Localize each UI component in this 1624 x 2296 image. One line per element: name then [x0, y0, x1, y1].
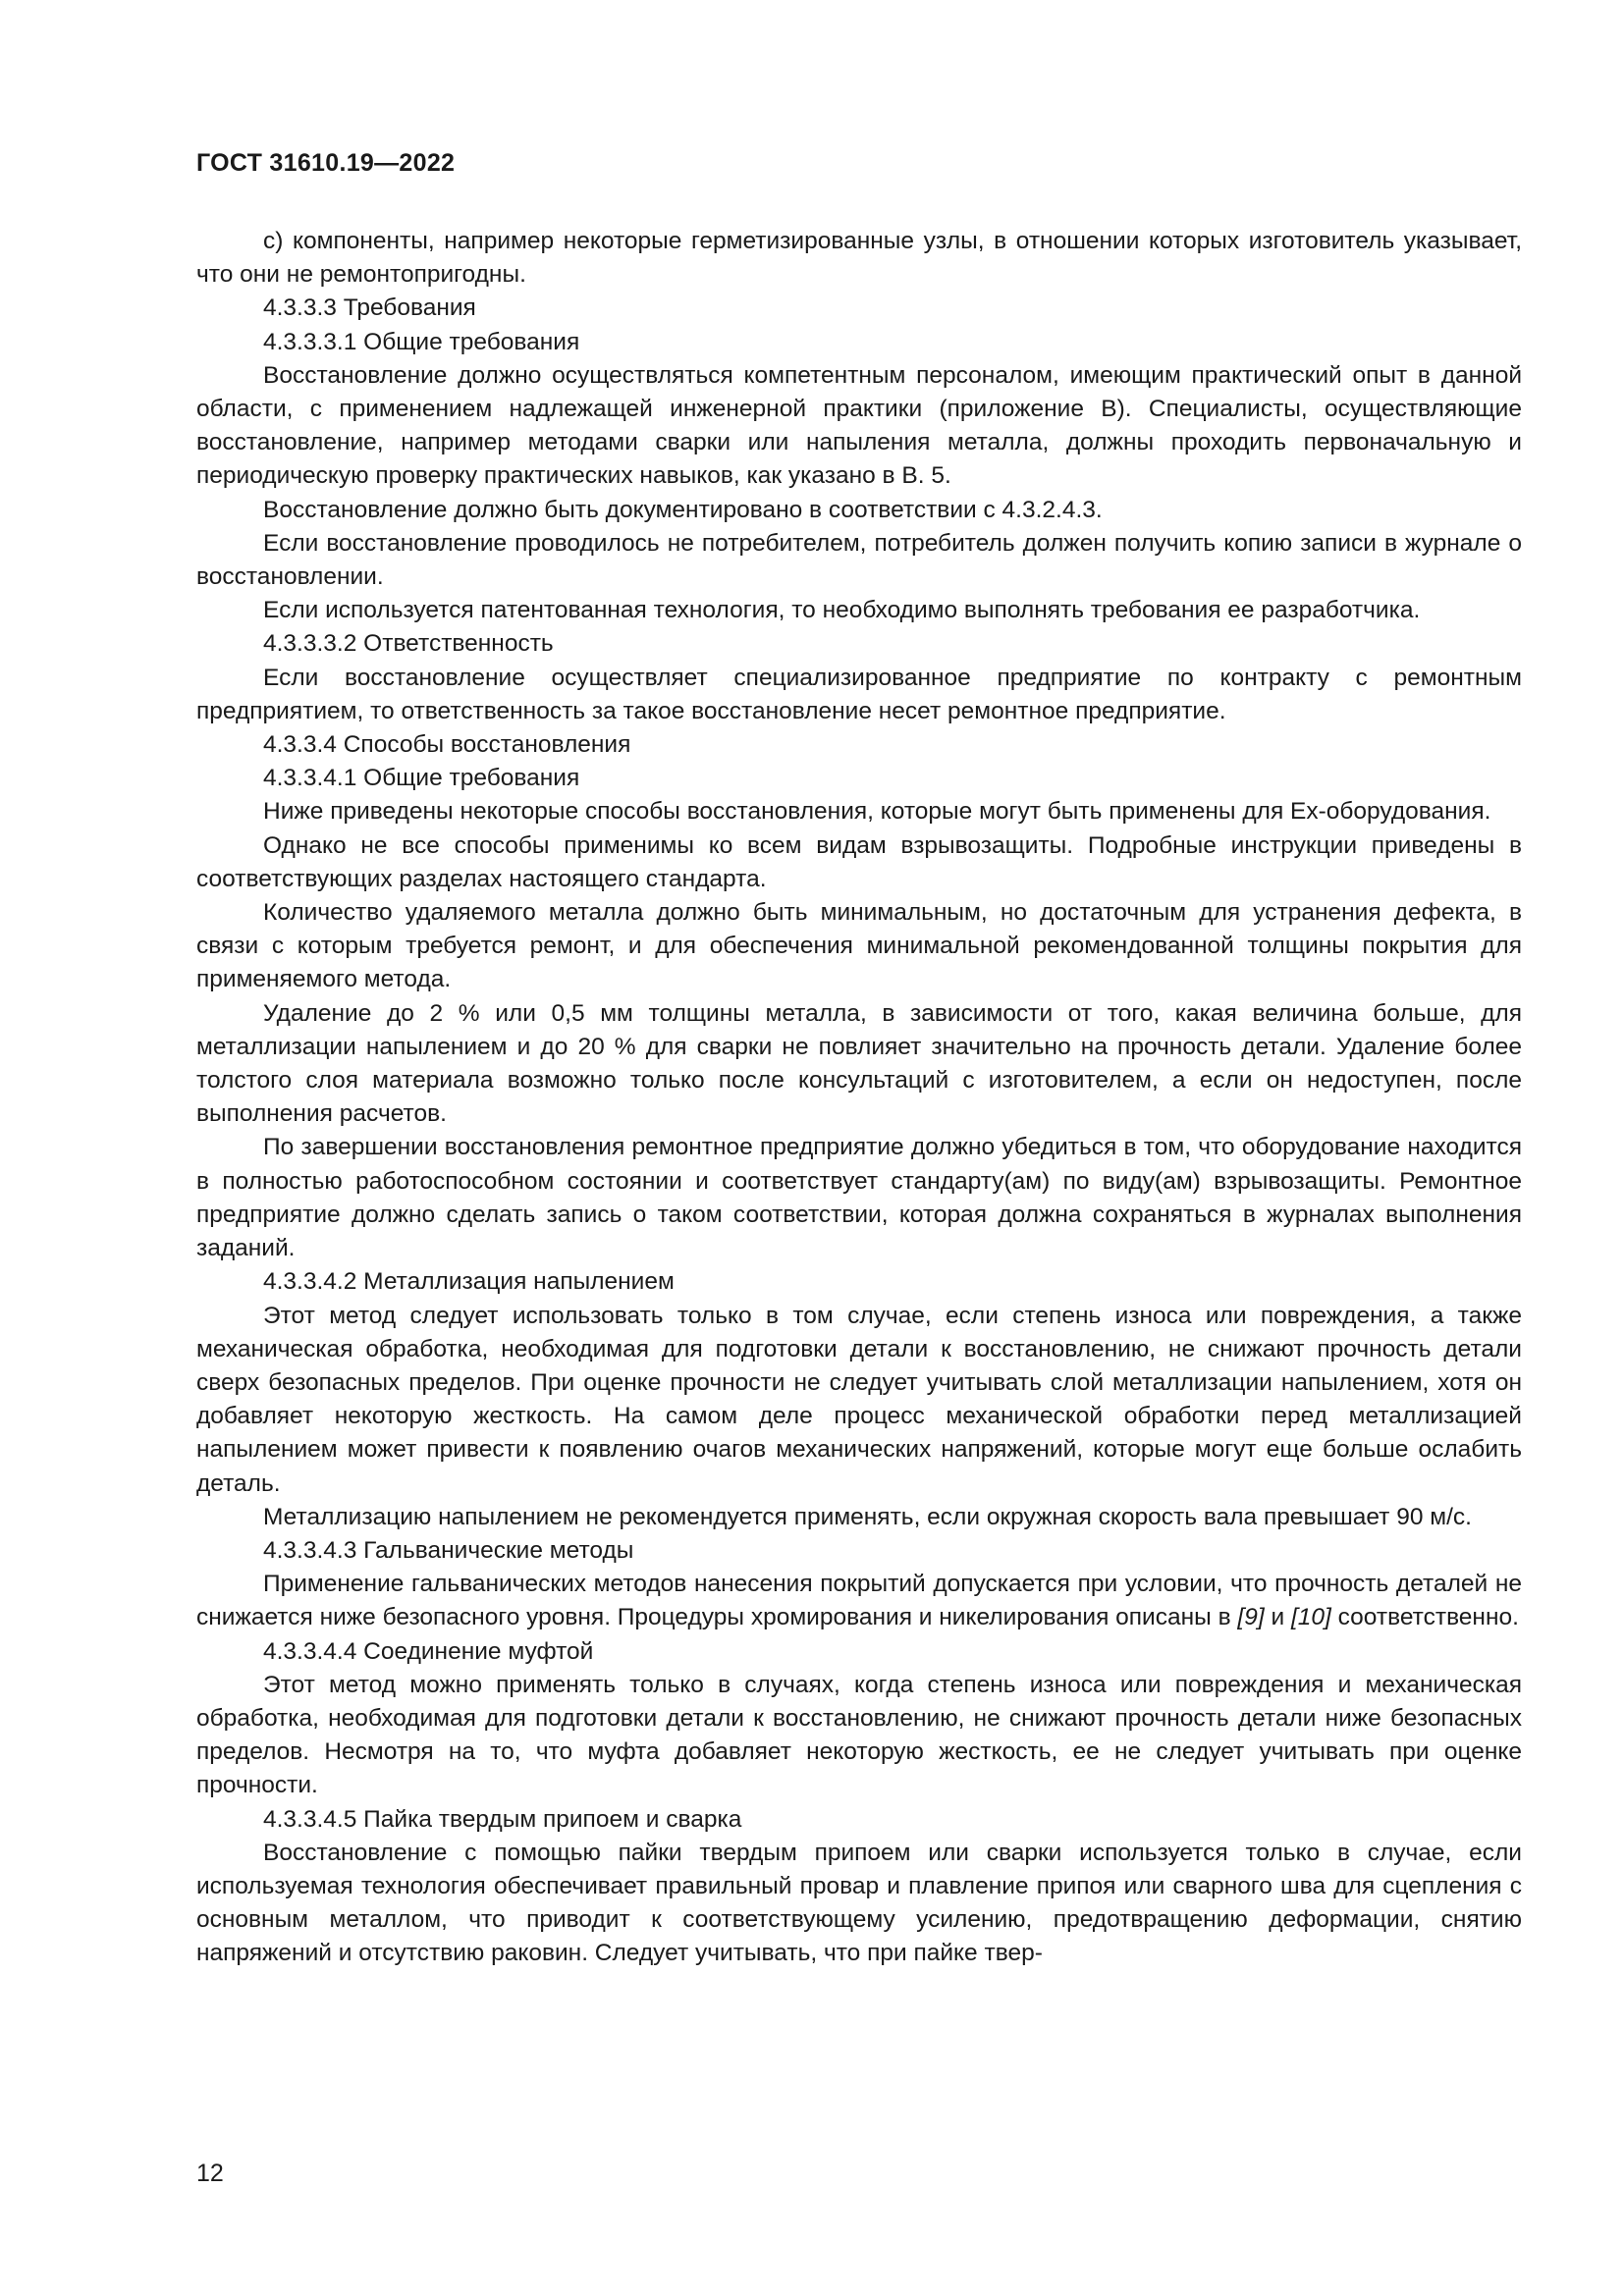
- paragraph: Восстановление должно быть документировано в соответствии с 4.3.2.4.3.: [263, 496, 1103, 523]
- paragraph: Этот метод следует использовать только в том случае, если степень износа или повреждения, а также механическая обработка, необходимая для подготовки детали к восстановлению, не снижают прочность детали сверх безопасных пределов. При оценке прочности не следует учитывать слой металлизации напылением, хотя он добавляет некоторую жесткость. На самом деле процесс механической обработки перед металлизацией напылением может привести к появлению очагов механических напряжений, которые могут еще больше ослабить деталь.: [196, 1302, 1522, 1497]
- paragraph: Восстановление должно осуществляться компетентным персоналом, имеющим практический опыт в данной области, с применением надлежащей инженерной практики (приложение В). Специалисты, осуществляющие восстановление, например методами сварки или напыления металла, должны проходить первоначальную и периодическую проверку практических навыков, как указано в В. 5.: [196, 361, 1522, 490]
- paragraph-text: соответственно.: [1330, 1604, 1519, 1631]
- paragraph: Если восстановление осуществляет специализированное предприятие по контракту с ремонтным предприятием, то ответственность за такое восстановление несет ремонтное предприятие.: [196, 664, 1522, 724]
- section-heading: 4.3.3.3.1 Общие требования: [263, 328, 580, 355]
- paragraph: c) компоненты, например некоторые герметизированные узлы, в отношении которых изготовитель указывает, что они не ремонтопригодны.: [196, 228, 1522, 289]
- page-number: 12: [196, 2160, 224, 2187]
- document-header: ГОСТ 31610.19—2022: [196, 149, 456, 177]
- section-heading: 4.3.3.4.4 Соединение муфтой: [263, 1637, 594, 1665]
- section-heading: 4.3.3.3.2 Ответственность: [263, 630, 554, 658]
- paragraph: Ниже приведены некоторые способы восстановления, которые могут быть применены для Ex-оборудования.: [263, 798, 1491, 826]
- paragraph: Если используется патентованная технология, то необходимо выполнять требования ее разработчика.: [263, 597, 1421, 624]
- section-heading: 4.3.3.4.5 Пайка твердым припоем и сварка: [263, 1805, 742, 1833]
- section-heading: 4.3.3.3 Требования: [263, 294, 476, 322]
- paragraph: Однако не все способы применимы ко всем видам взрывозащиты. Подробные инструкции приведены в соответствующих разделах настоящего стандарта.: [196, 831, 1522, 892]
- paragraph: Восстановление с помощью пайки твердым припоем или сварки используется только в случае, если используемая технология обеспечивает правильный провар и плавление припоя или сварного шва для сцепления с основным металлом, что приводит к соответствующему усилению, предотвращению деформации, снятию напряжений и отсутствию раковин. Следует учитывать, что при пайке твер-: [196, 1839, 1522, 1967]
- section-heading: 4.3.3.4.2 Металлизация напылением: [263, 1268, 675, 1296]
- section-heading: 4.3.3.4.3 Гальванические методы: [263, 1536, 634, 1564]
- paragraph: По завершении восстановления ремонтное предприятие должно убедиться в том, что оборудование находится в полностью работоспособном состоянии и соответствует стандарту(ам) по виду(ам) взрывозащиты. Ремонтное предприятие должно сделать запись о таком соответствии, которая должна сохраняться в журналах выполнения заданий.: [196, 1134, 1522, 1262]
- section-heading: 4.3.3.4 Способы восстановления: [263, 731, 631, 759]
- reference-link: [9]: [1237, 1604, 1265, 1631]
- paragraph: Удаление до 2 % или 0,5 мм толщины металла, в зависимости от того, какая величина больше, для металлизации напылением и до 20 % для сварки не повлияет значительно на прочность детали. Удаление более толстого слоя материала возможно только после консультаций с изготовителем, а если он недоступен, после выполнения расчетов.: [196, 999, 1522, 1128]
- paragraph-text: и: [1264, 1604, 1291, 1631]
- section-heading: 4.3.3.4.1 Общие требования: [263, 765, 580, 792]
- paragraph: [196, 1568, 1522, 1634]
- reference-link: [10]: [1290, 1604, 1331, 1631]
- paragraph: Количество удаляемого металла должно быть минимальным, но достаточным для устранения дефекта, в связи с которым требуется ремонт, и для обеспечения минимальной рекомендованной толщины покрытия для применяемого метода.: [196, 899, 1522, 993]
- paragraph: Металлизацию напылением не рекомендуется применять, если окружная скорость вала превышает 90 м/с.: [263, 1503, 1472, 1530]
- paragraph: Если восстановление проводилось не потребителем, потребитель должен получить копию записи в журнале о восстановлении.: [196, 529, 1522, 591]
- document-body: [196, 225, 1522, 1971]
- paragraph: Этот метод можно применять только в случаях, когда степень износа или повреждения и механическая обработка, необходимая для подготовки детали к восстановлению, не снижают прочность детали ниже безопасных пределов. Несмотря на то, что муфта добавляет некоторую жесткость, ее не следует учитывать при оценке прочности.: [196, 1671, 1522, 1799]
- paragraph-text: Применение гальванических методов нанесения покрытий допускается при условии, что прочность деталей не снижается ниже безопасного уровня. Процедуры хромирования и никелирования описаны в: [196, 1571, 1522, 1631]
